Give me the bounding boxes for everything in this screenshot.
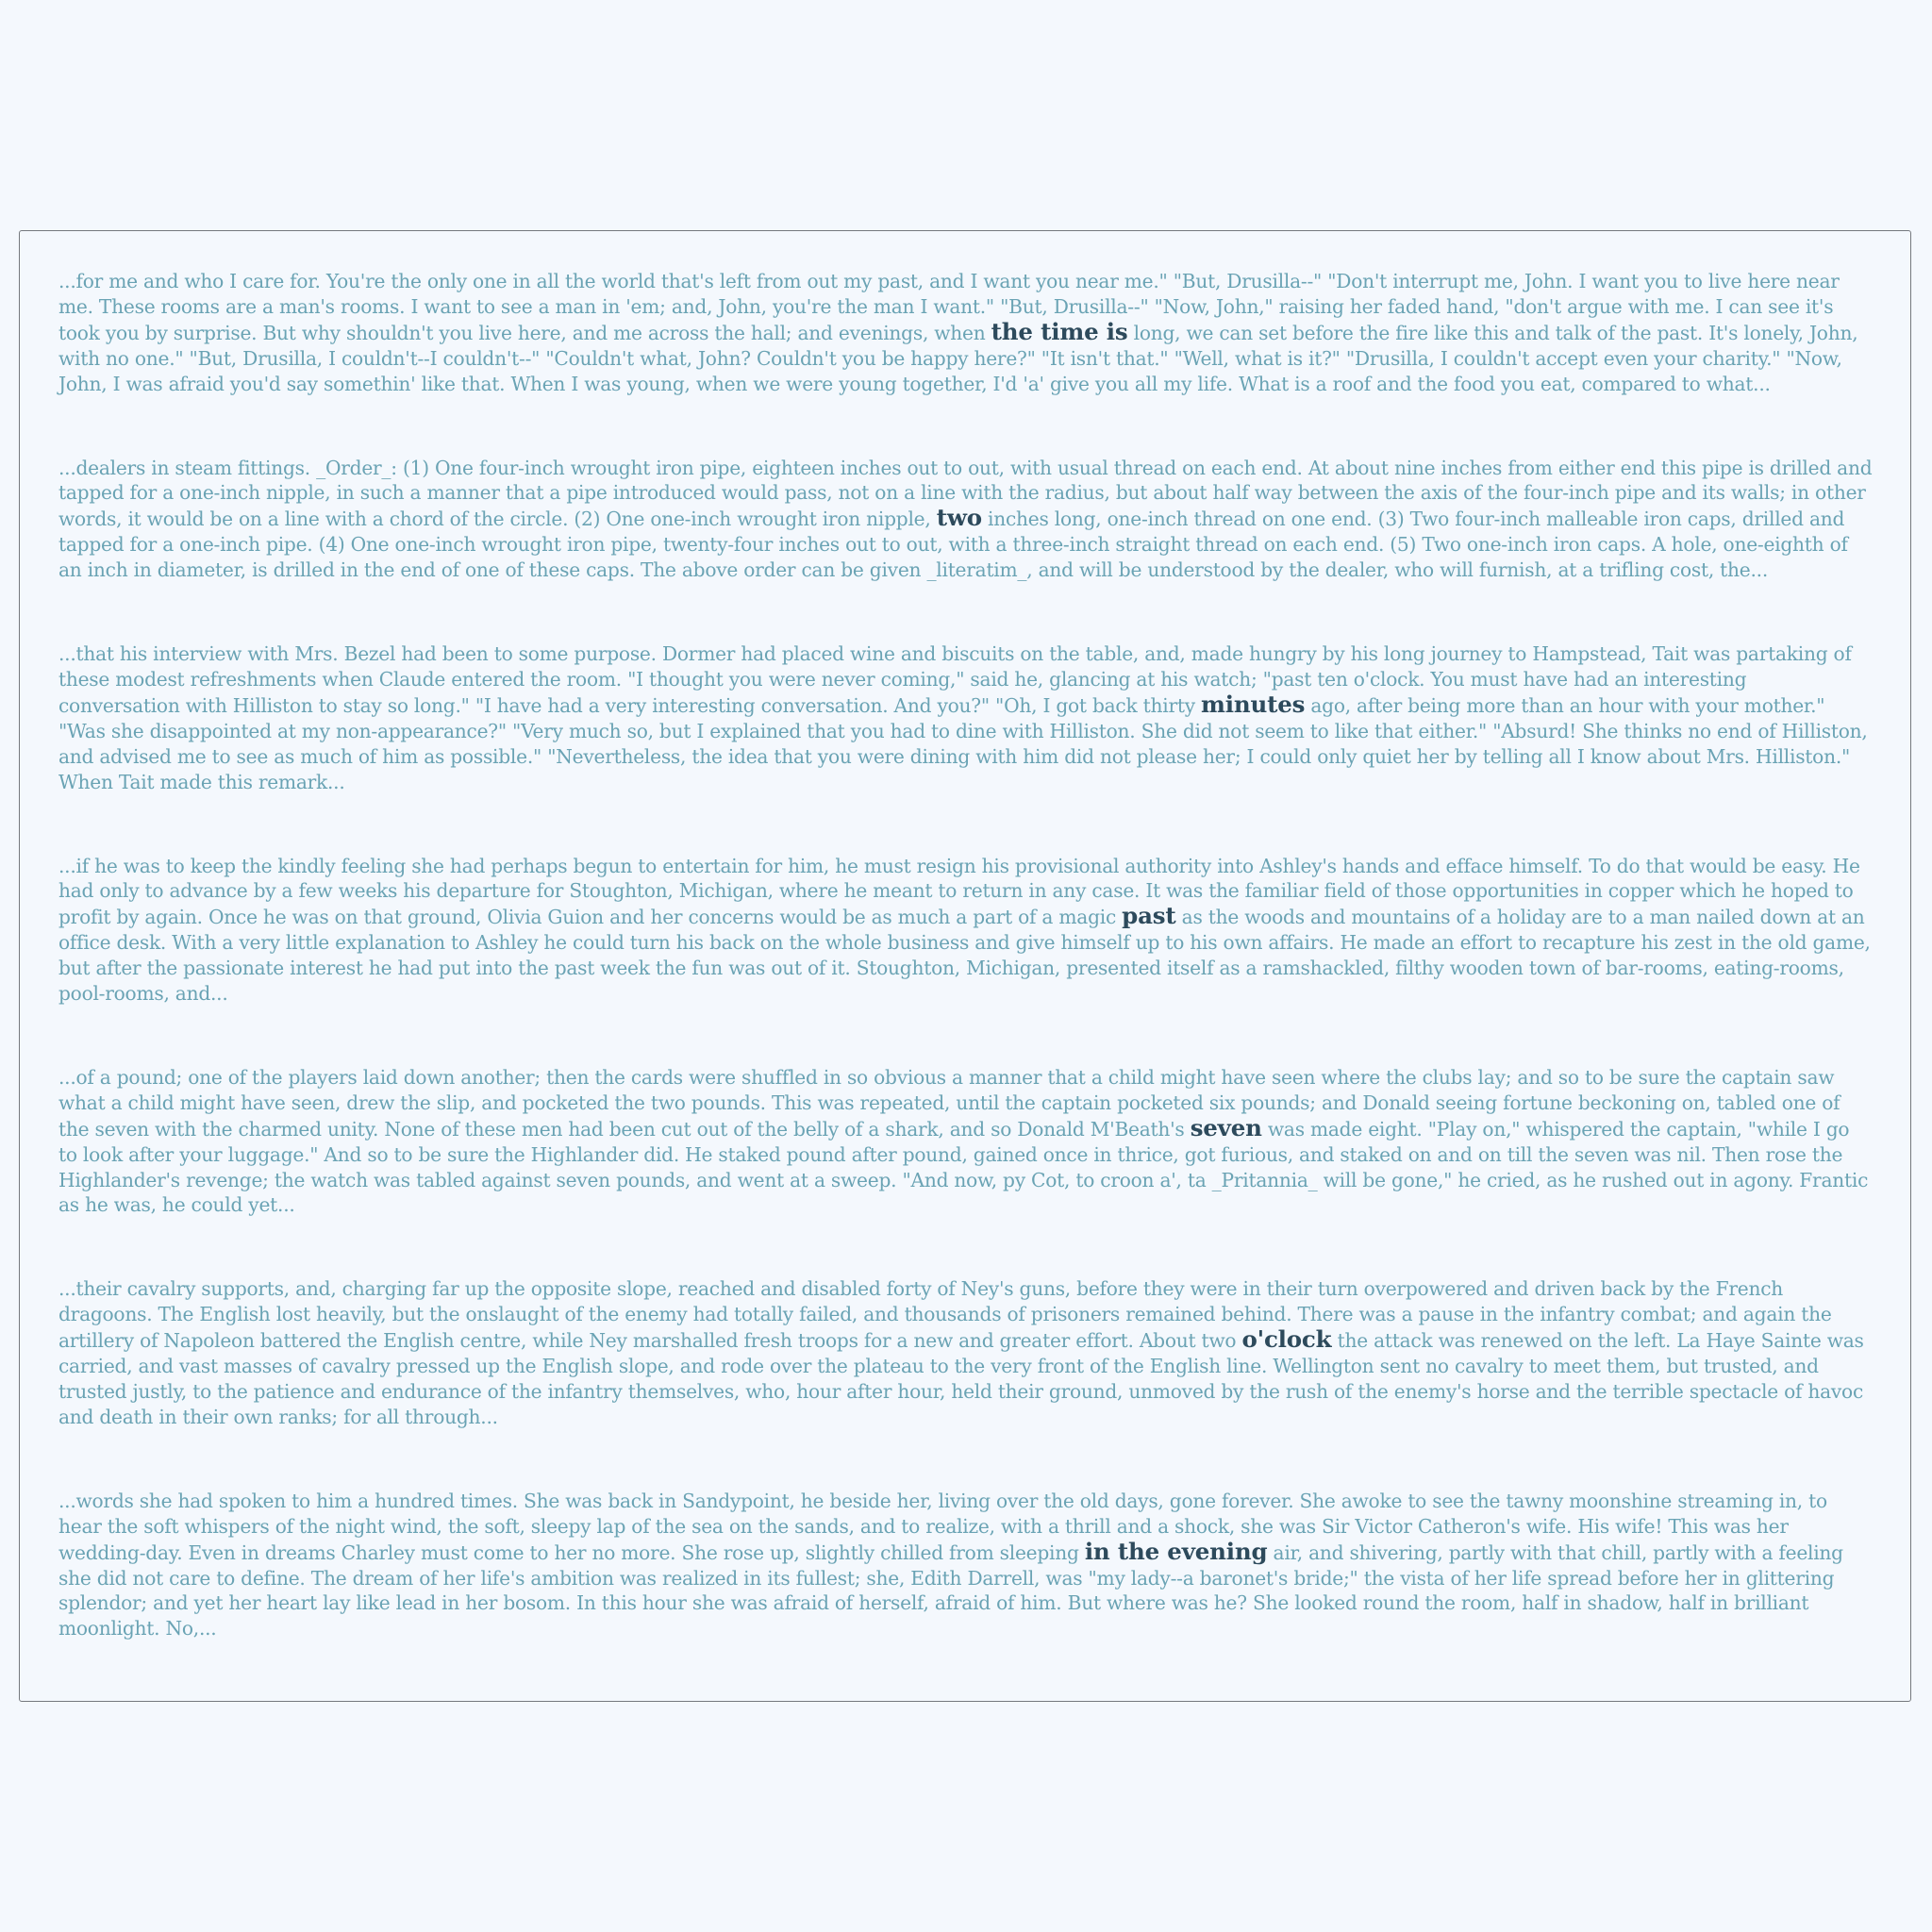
passage-5 bbox=[58, 1065, 1873, 1218]
passage-text-after: was made eight. "Play on," whispered the captain, "while I go to look after your luggage." And so to be sure the Highlander did. He staked pound after pound, gained once in thrice, got furious, and staked on and on till the seven was nil. Then rose the Highlander's revenge; the watch was tabled against seven pounds, and went at a sweep. "And now, py Cot, to croon a', ta _Pritannia_ will be gone," he cried, as he rushed out in agony. Frantic as he was, he could yet... bbox=[58, 1117, 1869, 1217]
passage-text-after: ago, after being more than an hour with your mother." "Was she disappointed at my non-appearance?" "Very much so, but I explained that you had to dine with Hilliston. She did not seem to like that either." "Absurd! She thinks no end of Hilliston, and advised me to see as much of him as possible." "Nevertheless, the idea that you were dining with him did not please her; I could only quiet her by telling all I know about Mrs. Hilliston." When Tait made this remark... bbox=[58, 693, 1868, 793]
passage-text-before: ...dealers in steam fittings. _Order_: (1) One four-inch wrought iron pipe, eighteen inches out to out, with usual thread on each end. At about nine inches from either end this pipe is drilled and tapped for a one-inch nipple, in such a manner that a pipe introduced would pass, not on a line with the radius, but about half way between the axis of the four-inch pipe and its walls; in other words, it would be on a line with a chord of the circle. (2) One one-inch wrought iron nipple, bbox=[58, 456, 1873, 531]
highlighted-time-phrase: o'clock bbox=[1241, 1325, 1332, 1354]
passage-text-after: as the woods and mountains of a holiday are to a man nailed down at an office desk. With a very little explanation to Ashley he could turn his back on the whole business and give himself up to his own affairs. He made an effort to recapture his zest in the old game, but after the passionate interest he had put into the past week the fun was out of it. Stoughton, Michigan, presented itself as a ramshackled, filthy wooden town of bar-rooms, eating-rooms, pool-rooms, and... bbox=[58, 906, 1871, 1006]
passage-3 bbox=[58, 641, 1873, 794]
passage-6 bbox=[58, 1276, 1873, 1429]
passage-2 bbox=[58, 456, 1873, 584]
passage-text-after: long, we can set before the fire like this and talk of the past. It's lonely, John, with no one." "But, Drusilla, I couldn't--I couldn't--" "Couldn't what, John? Couldn't you be happy here?" "It isn't that." "Well, what is it?" "Drusilla, I couldn't accept even your charity." "Now, John, I was afraid you'd say somethin' like that. When I was young, when we were young together, I'd 'a' give you all my life. What is a roof and the food you eat, compared to what... bbox=[58, 321, 1858, 395]
passage-text-before: ...words she had spoken to him a hundred times. She was back in Sandypoint, he beside her, living over the old days, gone forever. She awoke to see the tawny moonshine streaming in, to hear the soft whispers of the night wind, the soft, sleepy lap of the sea on the sands, and to realize, with a thrill and a shock, she was Sir Victor Catheron's wife. His wife! This was her wedding-day. Even in dreams Charley must come to her no more. She rose up, slightly chilled from sleeping bbox=[58, 1489, 1827, 1564]
passage-text-before: ...their cavalry supports, and, charging far up the opposite slope, reached and disabled forty of Ney's guns, before they were in their turn overpowered and driven back by the French dragoons. The English lost heavily, but the onslaught of the enemy had totally failed, and thousands of prisoners remained behind. There was a pause in the infantry combat; and again the artillery of Napoleon battered the English centre, while Ney marshalled fresh troops for a new and greater effort. About two bbox=[58, 1277, 1832, 1353]
passage-text-before: ...for me and who I care for. You're the only one in all the world that's left from out my past, and I want you near me." "But, Drusilla--" "Don't interrupt me, John. I want you to live here near me. These rooms are a man's rooms. I want to see a man in 'em; and, John, you're the man I want." "But, Drusilla--" "Now, John," raising her faded hand, "don't argue with me. I can see it's took you by surprise. But why shouldn't you live here, and me across the hall; and evenings, when bbox=[58, 270, 1840, 344]
passages-panel bbox=[19, 230, 1911, 1702]
passage-text-after: inches long, one-inch thread on one end. (3) Two four-inch malleable iron caps, drilled and tapped for a one-inch pipe. (4) One one-inch wrought iron pipe, twenty-four inches out to out, with a three-inch straight thread on each end. (5) Two one-inch iron caps. A hole, one-eighth of an inch in diameter, is drilled in the end of one of these caps. The above order can be given _literatim_, and will be understood by the dealer, who will furnish, at a trifling cost, the... bbox=[58, 508, 1848, 582]
highlighted-time-phrase: minutes bbox=[1201, 690, 1306, 718]
passage-text-after: air, and shivering, partly with that chill, partly with a feeling she did not care to define. The dream of her life's ambition was realized in its fullest; she, Edith Darrell, was "my lady--a baronet's bride;" the vista of her life spread before her in glittering splendor; and yet her heart lay like lead in her bosom. In this hour she was afraid of herself, afraid of him. But where was he? She looked round the room, half in shadow, half in brilliant moonlight. No,... bbox=[58, 1541, 1843, 1641]
passage-text-before: ...of a pound; one of the players laid down another; then the cards were shuffled in so obvious a manner that a child might have seen where the clubs lay; and so to be sure the captain saw what a child might have seen, drew the slip, and pocketed the two pounds. This was repeated, until the captain pocketed six pounds; and Donald seeing fortune beckoning on, tabled one of the seven with the charmed unity. None of these men had been cut out of the belly of a shark, and so Donald M'Beath's bbox=[58, 1065, 1840, 1141]
passage-text-before: ...if he was to keep the kindly feeling she had perhaps begun to entertain for him, he must resign his provisional authority into Ashley's hands and efface himself. To do that would be easy. He had only to advance by a few weeks his departure for Stoughton, Michigan, where he meant to return in any case. It was the familiar field of those opportunities in copper which he hoped to profit by again. Once he was on that ground, Olivia Guion and her concerns would be as much a part of a magic bbox=[58, 854, 1860, 929]
highlighted-time-phrase: seven bbox=[1190, 1113, 1262, 1141]
passage-text-before: ...that his interview with Mrs. Bezel had been to some purpose. Dormer had placed wine and biscuits on the table, and, made hungry by his long journey to Hampstead, Tait was partaking of these modest refreshments when Claude entered the room. "I thought you were never coming," said he, glancing at his watch; "past ten o'clock. You must have had an interesting conversation with Hilliston to stay so long." "I have had a very interesting conversation. And you?" "Oh, I got back thirty bbox=[58, 642, 1852, 717]
passage-text-after: the attack was renewed on the left. La Haye Sainte was carried, and vast masses of cavalry pressed up the English slope, and rode over the plateau to the very front of the English line. Wellington sent no cavalry to meet them, but trusted, and trusted justly, to the patience and endurance of the infantry themselves, who, hour after hour, held their ground, unmoved by the rush of the enemy's horse and the terrible spectacle of havoc and death in their own ranks; for all through... bbox=[58, 1329, 1864, 1428]
highlighted-time-phrase: in the evening bbox=[1084, 1537, 1268, 1565]
highlighted-time-phrase: past bbox=[1122, 902, 1176, 930]
passage-7 bbox=[58, 1489, 1873, 1641]
highlighted-time-phrase: two bbox=[936, 504, 982, 532]
passage-1 bbox=[58, 269, 1873, 397]
highlighted-time-phrase: the time is bbox=[991, 317, 1128, 345]
passage-4 bbox=[58, 854, 1873, 1007]
